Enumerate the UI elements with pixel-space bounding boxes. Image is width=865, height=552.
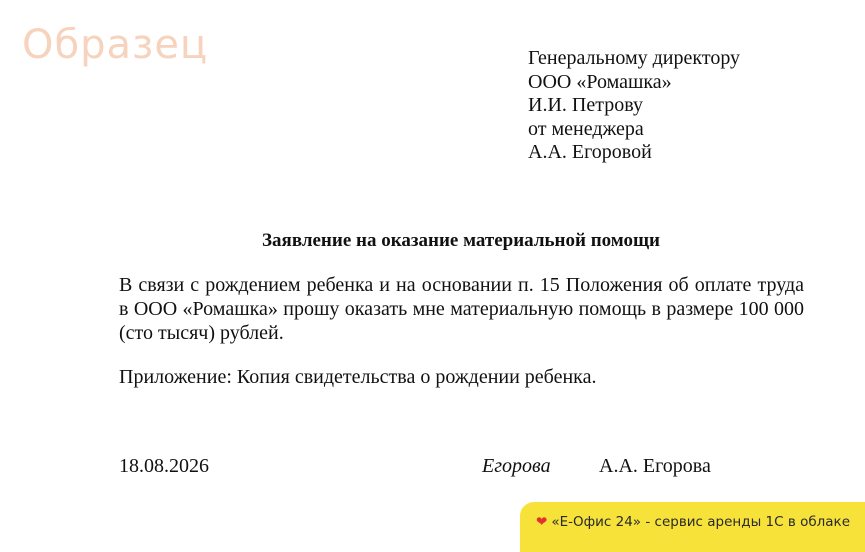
signatory-name: А.А. Егорова <box>599 455 711 477</box>
heart-icon: ❤ <box>536 514 548 530</box>
handwritten-signature: Егорова <box>482 455 551 477</box>
sample-watermark: Образец <box>22 22 209 68</box>
signature-date: 18.08.2026 <box>119 455 209 477</box>
request-body-text: В связи с рождением ребенка и на основании п. 15 Положения об оплате труда в ООО «Ромашка» прошу оказать мне материальную помощь в размере 100 000 (сто тысяч) рублей. <box>119 274 804 344</box>
addressee-line: ООО «Ромашка» <box>528 70 672 93</box>
addressee-line: Генеральному директору <box>528 47 741 69</box>
promo-banner-link[interactable] <box>520 502 865 552</box>
addressee-line: И.И. Петрову <box>528 94 643 116</box>
addressee-block <box>528 47 740 165</box>
attachment-note: Приложение: Копия свидетельства о рождении ребенка. <box>119 366 597 388</box>
addressee-line: от менеджера <box>528 117 644 140</box>
document-title: Заявление на оказание материальной помощи <box>262 230 660 251</box>
promo-text: «Е-Офис 24» - сервис аренды 1С в облаке <box>551 514 851 530</box>
addressee-line: А.А. Егоровой <box>528 141 652 163</box>
